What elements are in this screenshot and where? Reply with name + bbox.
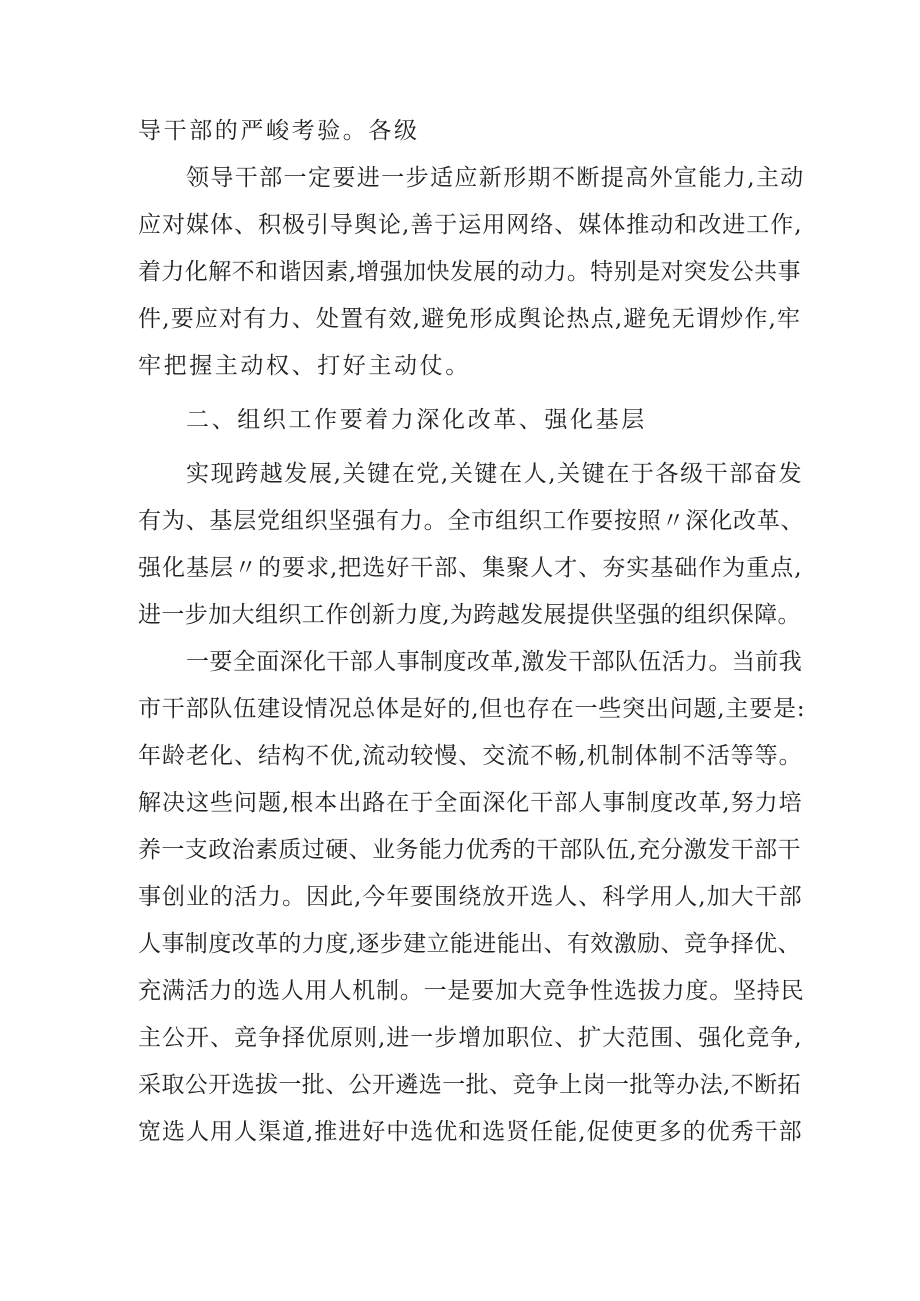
text-line: 宽选人用人渠道,推进好中选优和选贤任能,促使更多的优秀干部: [138, 1119, 803, 1145]
paragraph-first-line: 一要全面深化干部人事制度改革,激发干部队伍活力。当前我: [186, 649, 803, 675]
text-line: 件,要应对有力、处置有效,避免形成舆论热点,避免无谓炒作,牢: [138, 306, 802, 332]
text-line: 有为、基层党组织坚强有力。全市组织工作要按照〃深化改革、: [138, 508, 805, 534]
text-line: 事创业的活力。因此,今年要围绕放开选人、科学用人,加大干部: [138, 884, 803, 910]
text-line: 年龄老化、结构不优,流动较慢、交流不畅,机制体制不活等等。: [138, 743, 803, 769]
text-line: 解决这些问题,根本出路在于全面深化干部人事制度改革,努力培: [138, 790, 803, 816]
text-line: 着力化解不和谐因素,增强加快发展的动力。特别是对突发公共事: [138, 259, 801, 285]
text-line: 应对媒体、积极引导舆论,善于运用网络、媒体推动和改进工作,: [138, 212, 803, 238]
text-line: 导干部的严峻考验。各级: [138, 118, 420, 144]
text-line: 主公开、竞争择优原则,进一步增加职位、扩大范围、强化竞争,: [138, 1025, 803, 1051]
text-line: 充满活力的选人用人机制。一是要加大竞争性选拔力度。坚持民: [138, 978, 805, 1004]
text-line: 进一步加大组织工作创新力度,为跨越发展提供坚强的组织保障。: [138, 602, 801, 628]
text-line: 强化基层〃的要求,把选好干部、集聚人才、夯实基础作为重点,: [138, 555, 803, 581]
text-line: 市干部队伍建设情况总体是好的,但也存在一些突出问题,主要是:: [138, 696, 806, 722]
text-line: 牢把握主动权、打好主动仗。: [138, 353, 471, 379]
text-line: 人事制度改革的力度,逐步建立能进能出、有效激励、竞争择优、: [138, 931, 801, 957]
text-line: 采取公开选拔一批、公开遴选一批、竞争上岗一批等办法,不断拓: [138, 1072, 801, 1098]
paragraph-first-line: 领导干部一定要进一步适应新形期不断提高外宣能力,主动: [186, 165, 805, 191]
paragraph-first-line: 实现跨越发展,关键在党,关键在人,关键在于各级干部奋发: [186, 461, 804, 487]
section-heading: 二、组织工作要着力深化改革、强化基层: [186, 407, 647, 433]
text-line: 养一支政治素质过硬、业务能力优秀的干部队伍,充分激发干部干: [138, 837, 801, 863]
